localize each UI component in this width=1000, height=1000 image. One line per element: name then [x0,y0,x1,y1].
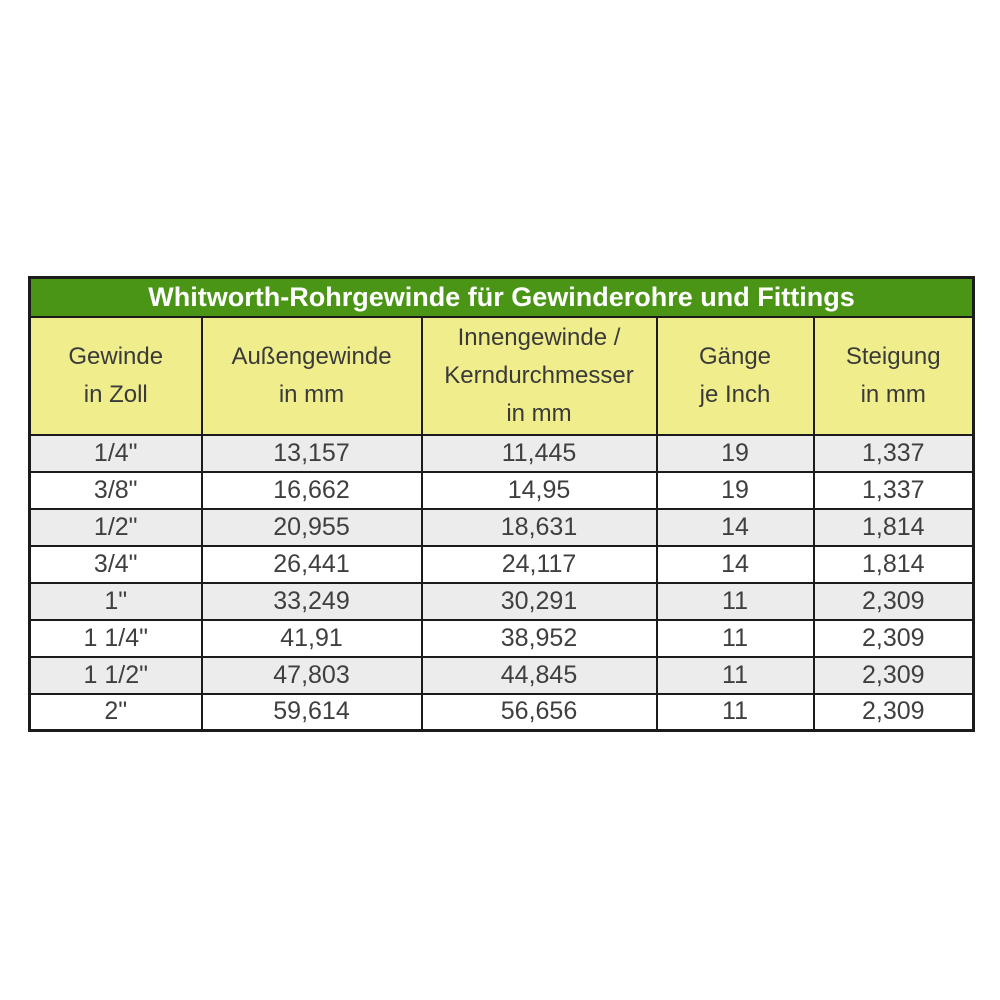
table-row [30,620,974,657]
table-row [30,694,974,731]
table-cell: 11 [657,657,814,694]
table-cell: 1 1/4" [30,620,202,657]
table-cell: 14 [657,509,814,546]
table-cell: 11 [657,620,814,657]
table-cell: 38,952 [422,620,657,657]
column-header: Steigung in mm [814,317,974,435]
title-row [30,278,974,317]
table-cell: 16,662 [202,472,422,509]
table-cell: 24,117 [422,546,657,583]
table-cell: 2,309 [814,583,974,620]
table-cell: 2,309 [814,657,974,694]
table-row [30,435,974,472]
column-header: Innengewinde / Kerndurchmesser in mm [422,317,657,435]
table-cell: 3/8" [30,472,202,509]
table-cell: 11 [657,583,814,620]
table-cell: 1,337 [814,472,974,509]
table-row [30,657,974,694]
whitworth-thread-table [28,276,975,732]
table-cell: 41,91 [202,620,422,657]
table-cell: 44,845 [422,657,657,694]
table-cell: 2,309 [814,620,974,657]
table-cell: 11 [657,694,814,731]
table-cell: 1/4" [30,435,202,472]
table-cell: 47,803 [202,657,422,694]
table-cell: 11,445 [422,435,657,472]
table-cell: 59,614 [202,694,422,731]
table-cell: 20,955 [202,509,422,546]
table-cell: 19 [657,472,814,509]
table-row [30,472,974,509]
table-cell: 1/2" [30,509,202,546]
table-body [30,435,974,731]
table-cell: 13,157 [202,435,422,472]
table-cell: 1 1/2" [30,657,202,694]
table-cell: 14 [657,546,814,583]
table-wrap [28,276,972,732]
table-cell: 2,309 [814,694,974,731]
column-header: Außengewinde in mm [202,317,422,435]
table-cell: 1,814 [814,509,974,546]
table-cell: 1" [30,583,202,620]
header-row [30,317,974,435]
table-cell: 19 [657,435,814,472]
table-cell: 18,631 [422,509,657,546]
table-title: Whitworth-Rohrgewinde für Gewinderohre und Fittings [30,278,974,317]
table-cell: 3/4" [30,546,202,583]
column-header: Gänge je Inch [657,317,814,435]
table-cell: 1,814 [814,546,974,583]
table-row [30,583,974,620]
column-header: Gewinde in Zoll [30,317,202,435]
table-cell: 56,656 [422,694,657,731]
table-cell: 30,291 [422,583,657,620]
table-cell: 14,95 [422,472,657,509]
table-cell: 2" [30,694,202,731]
table-row [30,546,974,583]
table-cell: 26,441 [202,546,422,583]
table-cell: 33,249 [202,583,422,620]
table-cell: 1,337 [814,435,974,472]
table-row [30,509,974,546]
